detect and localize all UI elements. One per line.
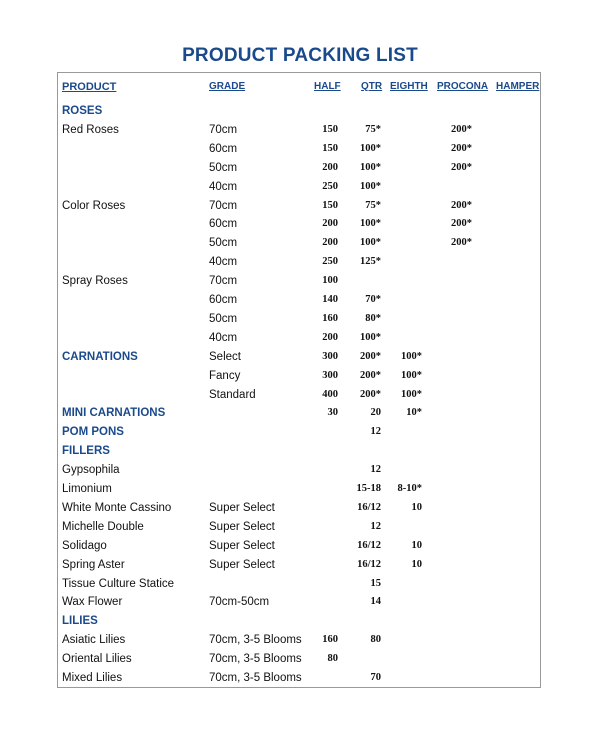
- page-title: PRODUCT PACKING LIST: [182, 45, 418, 66]
- header-eighth: EIGHTH: [390, 81, 428, 92]
- half-cell: 140: [322, 294, 338, 305]
- grade-cell: 70cm: [209, 123, 238, 136]
- table-row: [0, 502, 600, 521]
- table-row: [0, 559, 600, 578]
- table-row: [0, 483, 600, 502]
- half-cell: 400: [322, 388, 338, 400]
- qtr-cell: 100*: [360, 142, 381, 154]
- table-row: [0, 294, 600, 313]
- product-name: Mixed Lilies: [62, 672, 123, 684]
- eighth-cell: 100*: [401, 388, 422, 400]
- qtr-cell: 200*: [360, 350, 381, 362]
- grade-cell: Fancy: [209, 369, 241, 382]
- qtr-cell: 20: [370, 407, 381, 419]
- qtr-cell: 12: [370, 520, 381, 532]
- grade-cell: Standard: [209, 388, 256, 401]
- product-name: Wax Flower: [62, 596, 123, 609]
- qtr-cell: 16/12: [357, 558, 381, 570]
- table-row: [0, 332, 600, 351]
- qtr-cell: 70*: [365, 294, 381, 305]
- grade-cell: 50cm: [209, 312, 238, 325]
- category-label: ROSES: [62, 105, 103, 117]
- qtr-cell: 100*: [360, 161, 381, 173]
- qtr-cell: 75*: [365, 123, 381, 135]
- product-name: White Monte Cassino: [62, 501, 172, 514]
- table-row: [0, 578, 600, 597]
- half-cell: 200: [322, 161, 338, 173]
- half-cell: 200: [322, 218, 338, 230]
- table-row: [0, 540, 600, 559]
- table-row: [0, 218, 600, 237]
- half-cell: 300: [322, 350, 338, 362]
- grade-cell: 60cm: [209, 142, 238, 155]
- qtr-cell: 80: [370, 634, 381, 646]
- category-label: LILIES: [62, 615, 98, 628]
- table-row: [0, 464, 600, 483]
- procona-cell: 200*: [451, 123, 472, 135]
- eighth-cell: 100*: [401, 369, 422, 381]
- table-row: [0, 672, 600, 691]
- table-row: [0, 181, 600, 200]
- table-row: [0, 124, 600, 143]
- qtr-cell: 16/12: [357, 501, 381, 513]
- half-cell: 250: [322, 256, 338, 268]
- qtr-cell: 75*: [365, 199, 381, 211]
- qtr-cell: 125*: [360, 256, 381, 268]
- header-product: PRODUCT: [62, 81, 117, 93]
- product-name: Spring Aster: [62, 558, 125, 571]
- half-cell: 200: [322, 237, 338, 249]
- half-cell: 100: [322, 275, 338, 287]
- header-hamper: HAMPER: [496, 81, 540, 92]
- category-row: [0, 426, 600, 445]
- product-name: Limonium: [62, 483, 112, 495]
- eighth-cell: 10: [411, 501, 422, 513]
- header-half: HALF: [314, 81, 341, 92]
- category-label: MINI CARNATIONS: [62, 407, 166, 420]
- grade-cell: 70cm: [209, 275, 238, 288]
- product-name: Gypsophila: [62, 464, 120, 477]
- table-row: [0, 143, 600, 162]
- grade-cell: 60cm: [209, 294, 238, 306]
- product-name: Michelle Double: [62, 520, 144, 533]
- qtr-cell: 15: [370, 577, 381, 589]
- qtr-cell: 14: [370, 596, 381, 608]
- half-cell: 30: [327, 407, 338, 419]
- grade-cell: 40cm: [209, 256, 238, 269]
- category-label: POM PONS: [62, 426, 124, 439]
- half-cell: 150: [322, 199, 338, 211]
- qtr-cell: 12: [370, 426, 381, 438]
- half-cell: 300: [322, 369, 338, 381]
- qtr-cell: 12: [370, 464, 381, 476]
- procona-cell: 200*: [451, 218, 472, 230]
- qtr-cell: 100*: [360, 180, 381, 192]
- qtr-cell: 15-18: [356, 483, 381, 494]
- half-cell: 160: [322, 634, 338, 646]
- header-qtr: QTR: [361, 81, 383, 92]
- grade-cell: 70cm, 3-5 Blooms: [209, 634, 302, 647]
- procona-cell: 200*: [451, 142, 472, 154]
- header-grade: GRADE: [209, 81, 246, 92]
- header-procona: PROCONA: [437, 81, 489, 92]
- table-row: [0, 275, 600, 294]
- eighth-cell: 10: [411, 558, 422, 570]
- grade-cell: 40cm: [209, 180, 238, 193]
- grade-cell: Super Select: [209, 501, 275, 514]
- qtr-cell: 100*: [360, 218, 381, 230]
- half-cell: 160: [322, 312, 338, 324]
- qtr-cell: 100*: [360, 237, 381, 249]
- grade-cell: 70cm, 3-5 Blooms: [209, 653, 302, 666]
- table-row: [0, 596, 600, 615]
- grade-cell: Super Select: [209, 539, 275, 552]
- qtr-cell: 200*: [360, 369, 381, 381]
- eighth-cell: 10*: [406, 407, 422, 419]
- half-cell: 150: [322, 142, 338, 154]
- category-row: [0, 105, 600, 124]
- table-row: [0, 634, 600, 653]
- category-row: [0, 351, 600, 370]
- qtr-cell: 80*: [365, 312, 381, 324]
- procona-cell: 200*: [451, 161, 472, 173]
- product-name: Spray Roses: [62, 275, 128, 288]
- product-name: Red Roses: [62, 123, 119, 136]
- grade-cell: 50cm: [209, 161, 238, 174]
- grade-cell: Select: [209, 350, 241, 363]
- category-row: [0, 445, 600, 464]
- product-name: Solidago: [62, 539, 107, 552]
- category-row: [0, 407, 600, 426]
- product-name: Tissue Culture Statice: [62, 577, 175, 590]
- eighth-cell: 8-10*: [397, 483, 422, 494]
- grade-cell: 50cm: [209, 237, 238, 250]
- half-cell: 200: [322, 331, 338, 343]
- grade-cell: Super Select: [209, 520, 275, 533]
- grade-cell: 70cm: [209, 199, 238, 212]
- grade-cell: 40cm: [209, 331, 238, 344]
- table-row: [0, 237, 600, 256]
- product-name: Asiatic Lilies: [62, 634, 126, 647]
- half-cell: 150: [322, 123, 338, 135]
- table-row: [0, 389, 600, 408]
- grade-cell: 60cm: [209, 218, 238, 231]
- category-label: CARNATIONS: [62, 350, 138, 363]
- eighth-cell: 10: [411, 539, 422, 551]
- eighth-cell: 100*: [401, 350, 422, 362]
- table-row: [0, 162, 600, 181]
- grade-cell: Super Select: [209, 558, 275, 571]
- qtr-cell: 16/12: [357, 539, 381, 551]
- half-cell: 250: [322, 180, 338, 192]
- grade-cell: 70cm-50cm: [209, 596, 270, 609]
- qtr-cell: 200*: [360, 388, 381, 400]
- qtr-cell: 70: [370, 672, 381, 683]
- table-row: [0, 370, 600, 389]
- table-row: [0, 521, 600, 540]
- procona-cell: 200*: [451, 199, 472, 211]
- table-row: [0, 313, 600, 332]
- qtr-cell: 100*: [360, 331, 381, 343]
- procona-cell: 200*: [451, 237, 472, 249]
- product-name: Color Roses: [62, 199, 126, 212]
- table-row: [0, 200, 600, 219]
- category-label: FILLERS: [62, 445, 110, 458]
- table-row: [0, 256, 600, 275]
- half-cell: 80: [327, 653, 338, 665]
- table-row: [0, 653, 600, 672]
- grade-cell: 70cm, 3-5 Blooms: [209, 672, 302, 684]
- product-name: Oriental Lilies: [62, 653, 132, 666]
- category-row: [0, 615, 600, 634]
